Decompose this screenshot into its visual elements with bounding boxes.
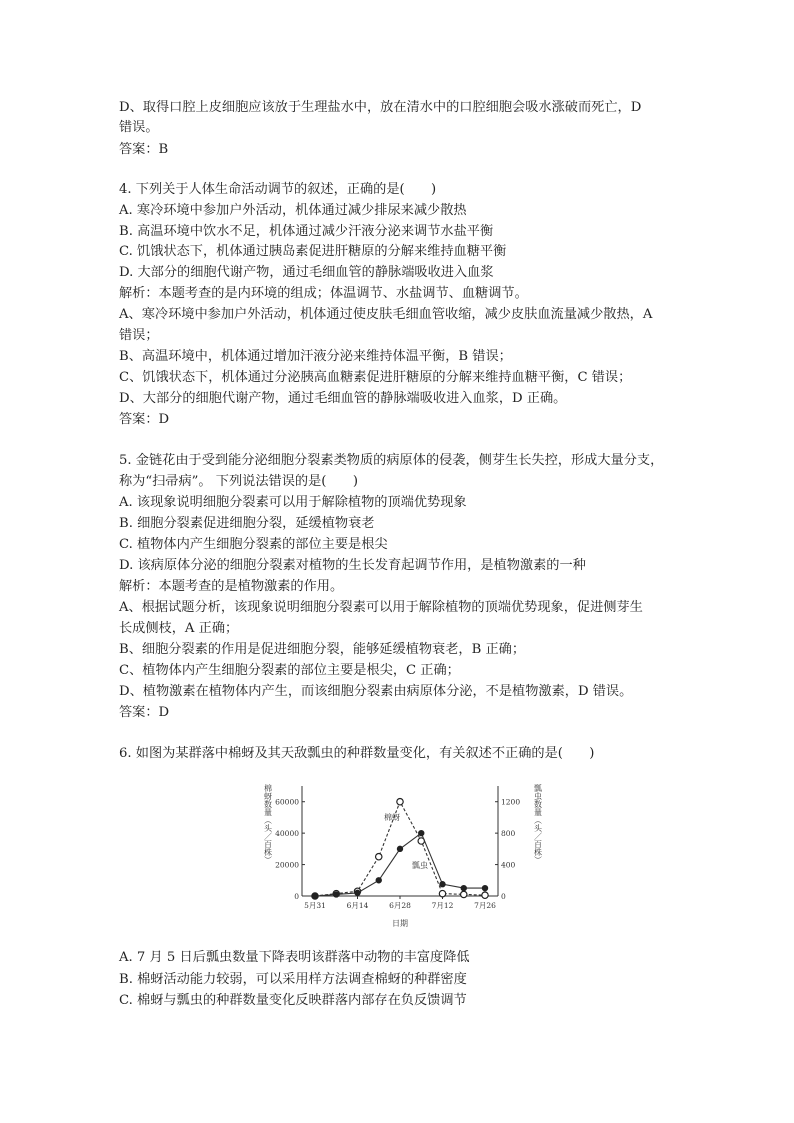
aphid-data-point	[376, 854, 382, 860]
x-tick-label: 7月26	[474, 901, 496, 910]
question-6-stem: 6. 如图为某群落中棉蚜及其天敌瓢虫的种群数量变化，有关叙述不正确的是( )	[119, 746, 595, 761]
x-tick-label: 6月28	[389, 901, 411, 910]
series-label-ladybug: 瓢虫	[412, 861, 428, 870]
y-axis-left-label: 棉蚜数量（头／百株）	[263, 784, 273, 864]
y-left-tick-label: 0	[294, 892, 299, 901]
aphid-data-point	[439, 890, 445, 896]
y-right-tick-label: 0	[501, 892, 506, 901]
question-6-option-c: C. 棉蚜与瓢虫的种群数量变化反映群落内部存在负反馈调节	[119, 993, 467, 1008]
ladybug-data-point	[312, 893, 317, 898]
question-6-option-a: A. 7 月 5 日后瓢虫数量下降表明该群落中动物的丰富度降低	[119, 950, 470, 965]
aphid-data-point	[482, 892, 488, 898]
y-left-tick-label: 60000	[275, 797, 299, 807]
x-axis-label: 日期	[392, 919, 408, 928]
text-line: D、植物激素在植物体内产生，而该细胞分裂素由病原体分泌，不是植物激素，D 错误。	[119, 684, 633, 699]
y-right-tick-label: 1200	[501, 797, 521, 807]
answer-line: 答案：D	[119, 412, 170, 427]
ladybug-data-point	[355, 890, 360, 895]
x-tick-label: 7月12	[431, 901, 454, 910]
question-5-option-c: C. 植物体内产生细胞分裂素的部位主要是根尖	[119, 537, 388, 552]
x-tick-label: 6月14	[346, 901, 369, 910]
ladybug-data-point	[482, 886, 487, 891]
ladybug-series-line	[315, 833, 485, 896]
question-5-option-b: B. 细胞分裂素促进细胞分裂，延缓植物衰老	[119, 516, 375, 531]
x-tick-label: 5月31	[304, 901, 326, 910]
text-line: B、高温环境中，机体通过增加汗液分泌来维持体温平衡，B 错误；	[119, 349, 512, 364]
question-4-option-a: A. 寒冷环境中参加户外活动，机体通过减少排尿来减少散热	[119, 203, 467, 218]
series-label-aphid: 棉蚜	[384, 813, 400, 822]
text-line: D、大部分的细胞代谢产物，通过毛细血管的静脉端吸收进入血浆，D 正确。	[119, 391, 567, 406]
ladybug-data-point	[397, 846, 402, 851]
aphid-data-point	[397, 799, 403, 805]
text-line: A、寒冷环境中参加户外活动，机体通过使皮肤毛细血管收缩，减少皮肤血流量减少散热，A	[119, 307, 653, 322]
ladybug-data-point	[419, 831, 424, 836]
question-4-stem: 4. 下列关于人体生命活动调节的叙述，正确的是( )	[119, 182, 437, 197]
text-line: A、根据试题分析，该现象说明细胞分裂素可以用于解除植物的顶端优势现象，促进侧芽生	[119, 600, 643, 615]
y-right-tick-label: 800	[501, 829, 516, 839]
question-6-option-b: B. 棉蚜活动能力较弱，可以采用样方法调查棉蚜的种群密度	[119, 972, 467, 987]
ladybug-data-point	[376, 878, 381, 883]
ladybug-data-point	[440, 882, 445, 887]
question-4-option-b: B. 高温环境中饮水不足，机体通过减少汗液分泌来调节水盐平衡	[119, 224, 494, 239]
text-line: 长成侧枝，A 正确；	[119, 621, 239, 636]
answer-line: 答案：B	[119, 142, 169, 157]
question-5-stem: 5. 金链花由于受到能分泌细胞分裂素类物质的病原体的侵袭，侧芽生长失控，形成大量分支，	[119, 453, 664, 468]
ladybug-data-point	[334, 892, 339, 897]
question-5-analysis: 解析：本题考查的是植物激素的作用。	[119, 579, 344, 594]
question-4-option-c: C. 饥饿状态下，机体通过胰岛素促进肝糖原的分解来维持血糖平衡	[119, 244, 507, 259]
y-left-tick-label: 40000	[275, 829, 299, 839]
aphid-data-point	[461, 891, 467, 897]
question-5-option-a: A. 该现象说明细胞分裂素可以用于解除植物的顶端优势现象	[119, 495, 467, 510]
answer-line: 答案：D	[119, 705, 170, 720]
question-4-analysis: 解析：本题考查的是内环境的组成；体温调节、水盐调节、血糖调节。	[119, 286, 528, 301]
text-line: D、取得口腔上皮细胞应该放于生理盐水中，放在清水中的口腔细胞会吸水涨破而死亡，D	[119, 100, 642, 115]
y-right-tick-label: 400	[501, 860, 516, 870]
text-line: 错误；	[119, 328, 159, 343]
question-5-option-d: D. 该病原体分泌的细胞分裂素对植物的生长发育起调节作用，是植物激素的一种	[119, 558, 586, 573]
text-line: B、细胞分裂素的作用是促进细胞分裂，能够延缓植物衰老，B 正确；	[119, 642, 526, 657]
ladybug-data-point	[461, 886, 466, 891]
population-chart	[260, 778, 550, 930]
text-line: 错误。	[119, 120, 159, 135]
text-line: C、饥饿状态下，机体通过分泌胰高血糖素促进肝糖原的分解来维持血糖平衡，C 错误；	[119, 370, 632, 385]
text-line: 称为“扫帚病”。 下列说法错误的是( )	[119, 474, 358, 489]
y-left-tick-label: 20000	[275, 860, 299, 870]
question-4-option-d: D. 大部分的细胞代谢产物，通过毛细血管的静脉端吸收进入血浆	[119, 265, 494, 280]
y-axis-right-label: 瓢虫数量（头／百株）	[533, 784, 543, 864]
text-line: C、植物体内产生细胞分裂素的部位主要是根尖，C 正确；	[119, 663, 460, 678]
